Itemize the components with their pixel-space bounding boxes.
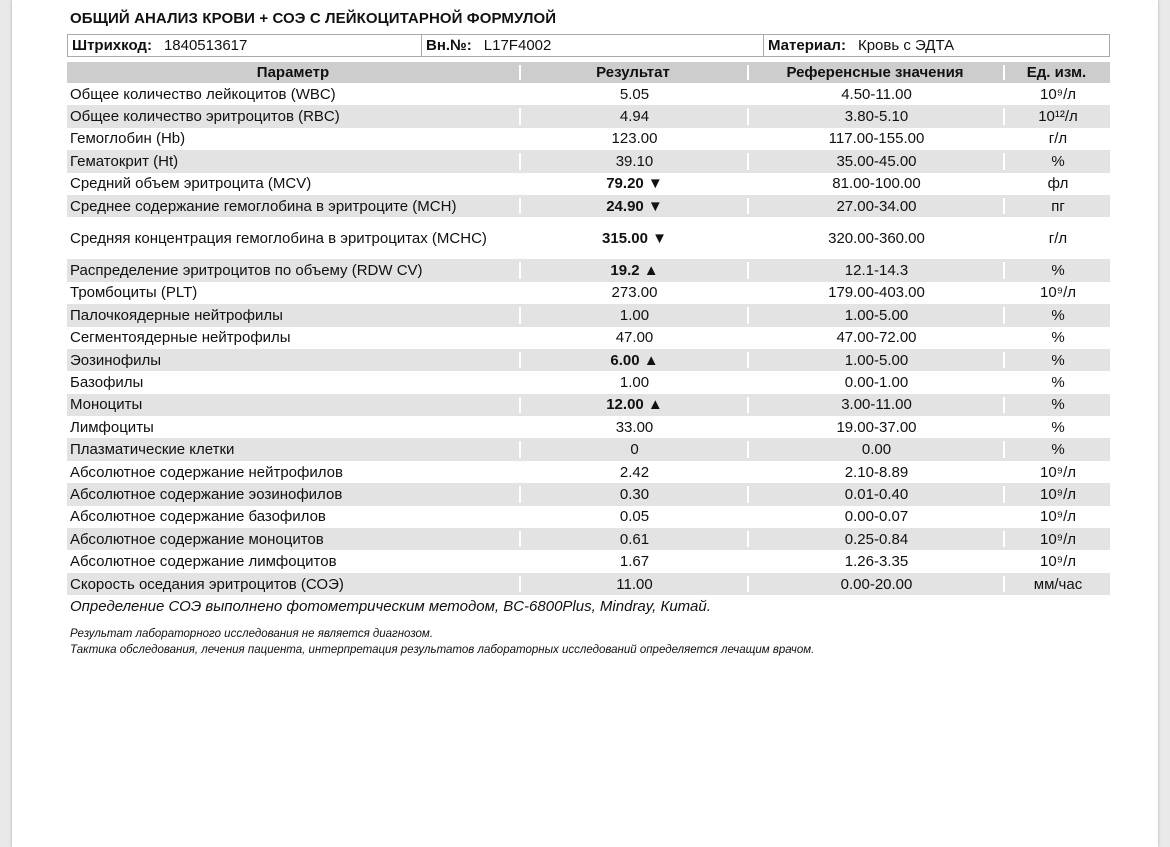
parameter-cell: Гемоглобин (Hb) — [70, 130, 186, 148]
table-row — [67, 105, 1110, 127]
table-row — [67, 394, 1110, 416]
table-row — [67, 371, 1110, 393]
result-cell: 1.67 — [519, 550, 747, 572]
table-row — [67, 128, 1110, 150]
parameter-cell: Скорость оседания эритроцитов (СОЭ) — [67, 573, 519, 595]
unit-cell: 10⁹/л — [1003, 83, 1110, 105]
internal-number-cell — [421, 35, 763, 56]
parameter-cell: Распределение эритроцитов по объему (RDW CV) — [67, 259, 519, 281]
results-table — [67, 62, 1110, 595]
reference-cell: 3.80-5.10 — [747, 105, 1003, 127]
result-cell: 273.00 — [519, 282, 747, 304]
reference-cell: 27.00-34.00 — [747, 195, 1003, 217]
result-cell: 1.00 — [519, 304, 747, 326]
unit-cell: мм/час — [1003, 573, 1110, 595]
result-cell: 1.00 — [519, 371, 747, 393]
table-row — [67, 327, 1110, 349]
table-row — [67, 438, 1110, 460]
unit-cell: % — [1003, 259, 1110, 281]
parameter-cell: Общее количество эритроцитов (RBC) — [67, 105, 519, 127]
document-page — [12, 0, 1158, 847]
unit-cell: % — [1003, 327, 1110, 349]
reference-cell: 47.00-72.00 — [747, 327, 1003, 349]
table-row — [67, 483, 1110, 505]
header-reference: Референсные значения — [747, 62, 1003, 83]
reference-cell: 0.00-0.07 — [747, 506, 1003, 528]
disclaimer-line: Результат лабораторного исследования не является диагнозом. — [70, 628, 434, 640]
reference-cell: 1.26-3.35 — [747, 550, 1003, 572]
header-result: Результат — [519, 62, 747, 83]
result-cell: 315.00 ▼ — [519, 217, 747, 259]
reference-cell: 0.25-0.84 — [747, 528, 1003, 550]
disclaimer — [70, 626, 814, 658]
parameter-cell: Общее количество лейкоцитов (WBC) — [70, 85, 336, 103]
table-row — [67, 506, 1110, 528]
reference-cell: 2.10-8.89 — [747, 461, 1003, 483]
unit-cell: г/л — [1003, 217, 1110, 259]
table-row — [67, 217, 1110, 259]
parameter-cell: Сегментоядерные нейтрофилы — [70, 329, 291, 347]
reference-cell: 117.00-155.00 — [747, 128, 1003, 150]
table-row — [67, 150, 1110, 172]
parameter-cell: Лимфоциты — [70, 418, 154, 436]
unit-cell: 10⁹/л — [1003, 461, 1110, 483]
unit-cell: пг — [1003, 195, 1110, 217]
unit-cell: 10⁹/л — [1003, 506, 1110, 528]
unit-cell: 10¹²/л — [1003, 105, 1110, 127]
table-header-row — [67, 62, 1110, 83]
result-cell: 0.30 — [519, 483, 747, 505]
reference-cell: 0.00-20.00 — [747, 573, 1003, 595]
table-row — [67, 83, 1110, 105]
method-note: Определение СОЭ выполнено фотометрическим методом, BC-6800Plus, Mindray, Китай. — [70, 598, 711, 615]
result-cell: 0.61 — [519, 528, 747, 550]
parameter-cell: Гематокрит (Ht) — [67, 150, 519, 172]
result-cell: 5.05 — [519, 83, 747, 105]
table-row — [67, 195, 1110, 217]
unit-cell: 10⁹/л — [1003, 483, 1110, 505]
reference-cell: 1.00-5.00 — [747, 349, 1003, 371]
sample-info-bar — [67, 34, 1110, 57]
result-cell: 24.90 ▼ — [519, 195, 747, 217]
table-row — [67, 304, 1110, 326]
material-label: Материал: — [768, 37, 846, 54]
report-title: ОБЩИЙ АНАЛИЗ КРОВИ + СОЭ С ЛЕЙКОЦИТАРНОЙ ФОРМУЛОЙ — [70, 10, 557, 27]
table-row — [67, 416, 1110, 438]
result-cell: 2.42 — [519, 461, 747, 483]
table-row — [67, 282, 1110, 304]
unit-cell: 10⁹/л — [1003, 528, 1110, 550]
result-cell: 11.00 — [519, 573, 747, 595]
reference-cell: 1.00-5.00 — [747, 304, 1003, 326]
unit-cell: % — [1003, 304, 1110, 326]
table-row — [67, 573, 1110, 595]
barcode-label: Штрихкод: — [72, 37, 152, 54]
unit-cell: % — [1003, 349, 1110, 371]
reference-cell: 320.00-360.00 — [747, 217, 1003, 259]
unit-cell: фл — [1003, 173, 1110, 195]
results-body — [67, 83, 1110, 595]
reference-cell: 19.00-37.00 — [747, 416, 1003, 438]
unit-cell: % — [1003, 150, 1110, 172]
disclaimer-line: Тактика обследования, лечения пациента, интерпретация результатов лабораторных исследований определяется лечащим врачом. — [70, 644, 815, 656]
result-cell: 79.20 ▼ — [519, 173, 747, 195]
reference-cell: 0.01-0.40 — [747, 483, 1003, 505]
unit-cell: % — [1003, 438, 1110, 460]
parameter-cell: Абсолютное содержание эозинофилов — [67, 483, 519, 505]
reference-cell: 179.00-403.00 — [747, 282, 1003, 304]
reference-cell: 3.00-11.00 — [747, 394, 1003, 416]
table-row — [67, 259, 1110, 281]
unit-cell: % — [1003, 394, 1110, 416]
reference-cell: 4.50-11.00 — [747, 83, 1003, 105]
result-cell: 6.00 ▲ — [519, 349, 747, 371]
reference-cell: 81.00-100.00 — [747, 173, 1003, 195]
result-cell: 4.94 — [519, 105, 747, 127]
internal-number-value: L17F4002 — [483, 37, 552, 54]
reference-cell: 0.00-1.00 — [747, 371, 1003, 393]
parameter-cell: Эозинофилы — [67, 349, 519, 371]
parameter-cell: Средняя концентрация гемоглобина в эритроцитах (MCHC) — [70, 229, 487, 247]
reference-cell: 0.00 — [747, 438, 1003, 460]
result-cell: 0 — [519, 438, 747, 460]
material-value: Кровь с ЭДТА — [857, 37, 955, 54]
parameter-cell: Базофилы — [70, 373, 144, 391]
reference-cell: 35.00-45.00 — [747, 150, 1003, 172]
unit-cell: 10⁹/л — [1003, 282, 1110, 304]
result-cell: 123.00 — [519, 128, 747, 150]
table-row — [67, 550, 1110, 572]
result-cell: 47.00 — [519, 327, 747, 349]
header-unit: Ед. изм. — [1003, 62, 1110, 83]
material-cell — [763, 35, 1109, 56]
result-cell: 0.05 — [519, 506, 747, 528]
table-row — [67, 173, 1110, 195]
table-row — [67, 461, 1110, 483]
result-cell: 12.00 ▲ — [519, 394, 747, 416]
unit-cell: % — [1003, 371, 1110, 393]
reference-cell: 12.1-14.3 — [747, 259, 1003, 281]
header-parameter: Параметр — [67, 62, 519, 83]
result-cell: 19.2 ▲ — [519, 259, 747, 281]
unit-cell: 10⁹/л — [1003, 550, 1110, 572]
parameter-cell: Абсолютное содержание нейтрофилов — [70, 463, 343, 481]
parameter-cell: Палочкоядерные нейтрофилы — [67, 304, 519, 326]
parameter-cell: Плазматические клетки — [67, 438, 519, 460]
result-cell: 39.10 — [519, 150, 747, 172]
table-row — [67, 349, 1110, 371]
parameter-cell: Среднее содержание гемоглобина в эритроците (MCH) — [67, 195, 519, 217]
result-cell: 33.00 — [519, 416, 747, 438]
unit-cell: г/л — [1003, 128, 1110, 150]
internal-number-label: Вн.№: — [426, 37, 472, 54]
parameter-cell: Абсолютное содержание лимфоцитов — [70, 553, 337, 571]
parameter-cell: Тромбоциты (PLT) — [70, 284, 198, 302]
unit-cell: % — [1003, 416, 1110, 438]
barcode-cell — [68, 35, 421, 56]
barcode-value: 1840513617 — [163, 37, 248, 54]
table-row — [67, 528, 1110, 550]
parameter-cell: Моноциты — [67, 394, 519, 416]
parameter-cell: Средний объем эритроцита (MCV) — [70, 175, 312, 193]
parameter-cell: Абсолютное содержание базофилов — [70, 508, 326, 526]
parameter-cell: Абсолютное содержание моноцитов — [67, 528, 519, 550]
